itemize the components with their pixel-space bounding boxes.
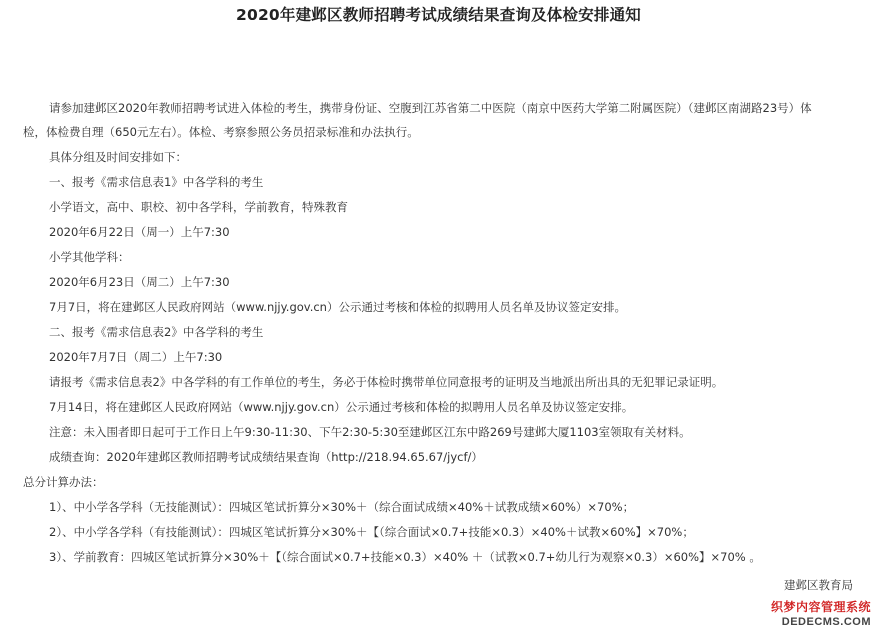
group1-notice: 7月7日，将在建邺区人民政府网站（www.njjy.gov.cn）公示通过考核和体检的拟聘用人员名单及协议签定安排。 (49, 300, 626, 314)
formula-item-3: 3）、学前教育：四城区笔试折算分×30%＋【（综合面试×0.7+技能×0.3）×40% ＋（试教×0.7+幼儿行为观察×0.3）×60%】×70% 。 (49, 550, 761, 564)
group1-subjects-a: 小学语文，高中、职校、初中各学科，学前教育，特殊教育 (49, 200, 348, 214)
watermark-logo (743, 600, 871, 632)
paragraph-body-line-1: 请参加建邺区2020年教师招聘考试进入体检的考生，携带身份证、空腹到江苏省第二中医院（南京中医药大学第二附属医院）（建邺区南湖路23号）体 (49, 101, 812, 115)
note-text: 注意：未入围者即日起可于工作日上午9:30-11:30、下午2:30-5:30至建邺区江东中路269号建邺大厦1103室领取有关材料。 (49, 425, 691, 439)
score-query-link[interactable]: 成绩查询：2020年建邺区教师招聘考试成绩结果查询（http://218.94.65.67/jycf/） (49, 450, 483, 464)
group1-time-b: 2020年6月23日（周二）上午7:30 (49, 275, 230, 289)
paragraph-body-line-2: 检，体检费自理（650元左右）。体检、考察参照公务员招录标准和办法执行。 (23, 125, 419, 139)
page-title: 2020年建邺区教师招聘考试成绩结果查询及体检安排通知 (235, 6, 642, 24)
group1-heading: 一、报考《需求信息表1》中各学科的考生 (49, 175, 264, 189)
watermark-bottom-text: DEDECMS.COM (781, 616, 871, 628)
group1-time-a: 2020年6月22日（周一）上午7:30 (49, 225, 230, 239)
schedule-intro: 具体分组及时间安排如下： (49, 150, 187, 164)
signature: 建邺区教育局 (784, 578, 853, 592)
group2-time: 2020年7月7日（周二）上午7:30 (49, 350, 223, 364)
group2-notice: 7月14日，将在建邺区人民政府网站（www.njjy.gov.cn）公示通过考核和体检的拟聘用人员名单及协议签定安排。 (49, 400, 634, 414)
group2-heading: 二、报考《需求信息表2》中各学科的考生 (49, 325, 264, 339)
formula-heading: 总分计算办法： (23, 475, 104, 489)
formula-item-2: 2）、中小学各学科（有技能测试）：四城区笔试折算分×30%＋【（综合面试×0.7+技能×0.3）×40%＋试教×60%】×70%； (49, 525, 694, 539)
group1-subjects-b: 小学其他学科： (49, 250, 130, 264)
group2-requirement: 请报考《需求信息表2》中各学科的有工作单位的考生，务必于体检时携带单位同意报考的证明及当地派出所出具的无犯罪记录证明。 (49, 375, 724, 389)
formula-item-1: 1）、中小学各学科（无技能测试）：四城区笔试折算分×30%＋（综合面试成绩×40%＋试教成绩×60%）×70%； (49, 500, 635, 514)
watermark-top-text: 织梦内容管理系统 (770, 600, 871, 614)
